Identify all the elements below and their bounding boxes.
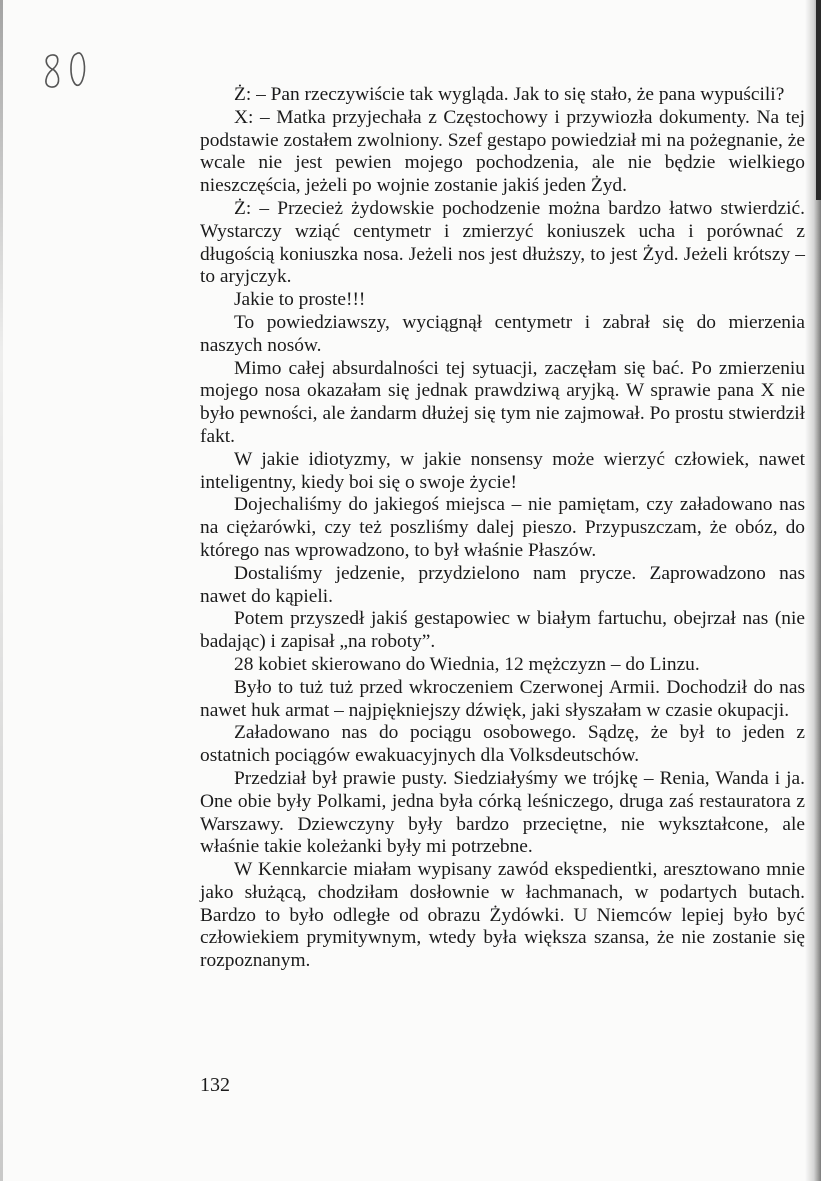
paragraph: W jakie idiotyzmy, w jakie nonsensy może wierzyć człowiek, nawet inteligentny, kiedy boi się o swoje życie! [200,448,805,493]
page-number: 132 [200,1074,230,1096]
scan-right-edge-dark [816,0,821,200]
paragraph: Dostaliśmy jedzenie, przydzielono nam prycze. Zaprowadzono nas nawet do kąpieli. [200,562,805,607]
paragraph: Dojechaliśmy do jakiegoś miejsca – nie pamiętam, czy załadowano nas na ciężarówki, czy też poszliśmy dalej pieszo. Przypuszczam, że obóz, do którego nas wprowadzono, to był właśnie Płaszów. [200,494,805,561]
body-text [200,84,805,973]
paragraph: 28 kobiet skierowano do Wiednia, 12 mężczyzn – do Linzu. [234,653,700,675]
paragraph: Załadowano nas do pociągu osobowego. Sądzę, że był to jeden z ostatnich pociągów ewakuacyjnych dla Volksdeutschów. [200,722,805,767]
paragraph: Przedział był prawie pusty. Siedziałyśmy we trójkę – Renia, Wanda i ja. One obie były Polkami, jedna była córką leśniczego, druga zaś restauratora z Warszawy. Dziewczyny były bardzo przeciętne, nie wykształcone, ale właśnie takie koleżanki były mi potrzebne. [200,767,805,858]
handwritten-folio-mark [32,46,102,96]
scan-left-edge [0,0,3,1181]
paragraph: Ż: – Pan rzeczywiście tak wygląda. Jak to się stało, że pana wypuścili? [234,84,785,105]
paragraph: Było to tuż tuż przed wkroczeniem Czerwonej Armii. Dochodził do nas nawet huk armat – najpiękniejszy dźwięk, jaki słyszałam w czasie okupacji. [200,676,805,721]
paragraph: To powiedziawszy, wyciągnął centymetr i zabrał się do mierzenia naszych nosów. [200,311,805,356]
paragraph: Potem przyszedł jakiś gestapowiec w białym fartuchu, obejrzał nas (nie badając) i zapisał „na roboty”. [200,608,805,653]
paragraph: Mimo całej absurdalności tej sytuacji, zaczęłam się bać. Po zmierzeniu mojego nosa okazałam się jednak prawdziwą aryjką. W sprawie pana X nie było pewności, ale żandarm dłużej się tym nie zajmował. Po prostu stwierdził fakt. [200,357,805,447]
paragraph: W Kennkarcie miałam wypisany zawód ekspedientki, aresztowano mnie jako służącą, chodziłam dosłownie w łachmanach, w podartych butach. Bardzo to było odległe od obrazu Żydówki. U Niemców lepiej było być człowiekiem prymitywnym, wtedy była większa szansa, że nie zostanie się rozpoznanym. [200,859,805,972]
paragraph: Jakie to proste!!! [234,289,366,311]
paragraph: X: – Matka przyjechała z Częstochowy i przywiozła dokumenty. Na tej podstawie zostałem zwolniony. Szef gestapo powiedział mi na pożegnanie, że wcale nie jest pewien mojego pochodzenia, ale nie będzie wielkiego nieszczęścia, jeżeli po wojnie zostanie jakiś jeden Żyd. [200,106,805,197]
paragraph: Ż: – Przecież żydowskie pochodzenie można bardzo łatwo stwierdzić. Wystarczy wziąć centymetr i zmierzyć koniuszek ucha i porównać z długością koniuszka nosa. Jeżeli nos jest dłuższy, to jest Żyd. Jeżeli krótszy – to aryjczyk. [200,197,805,288]
